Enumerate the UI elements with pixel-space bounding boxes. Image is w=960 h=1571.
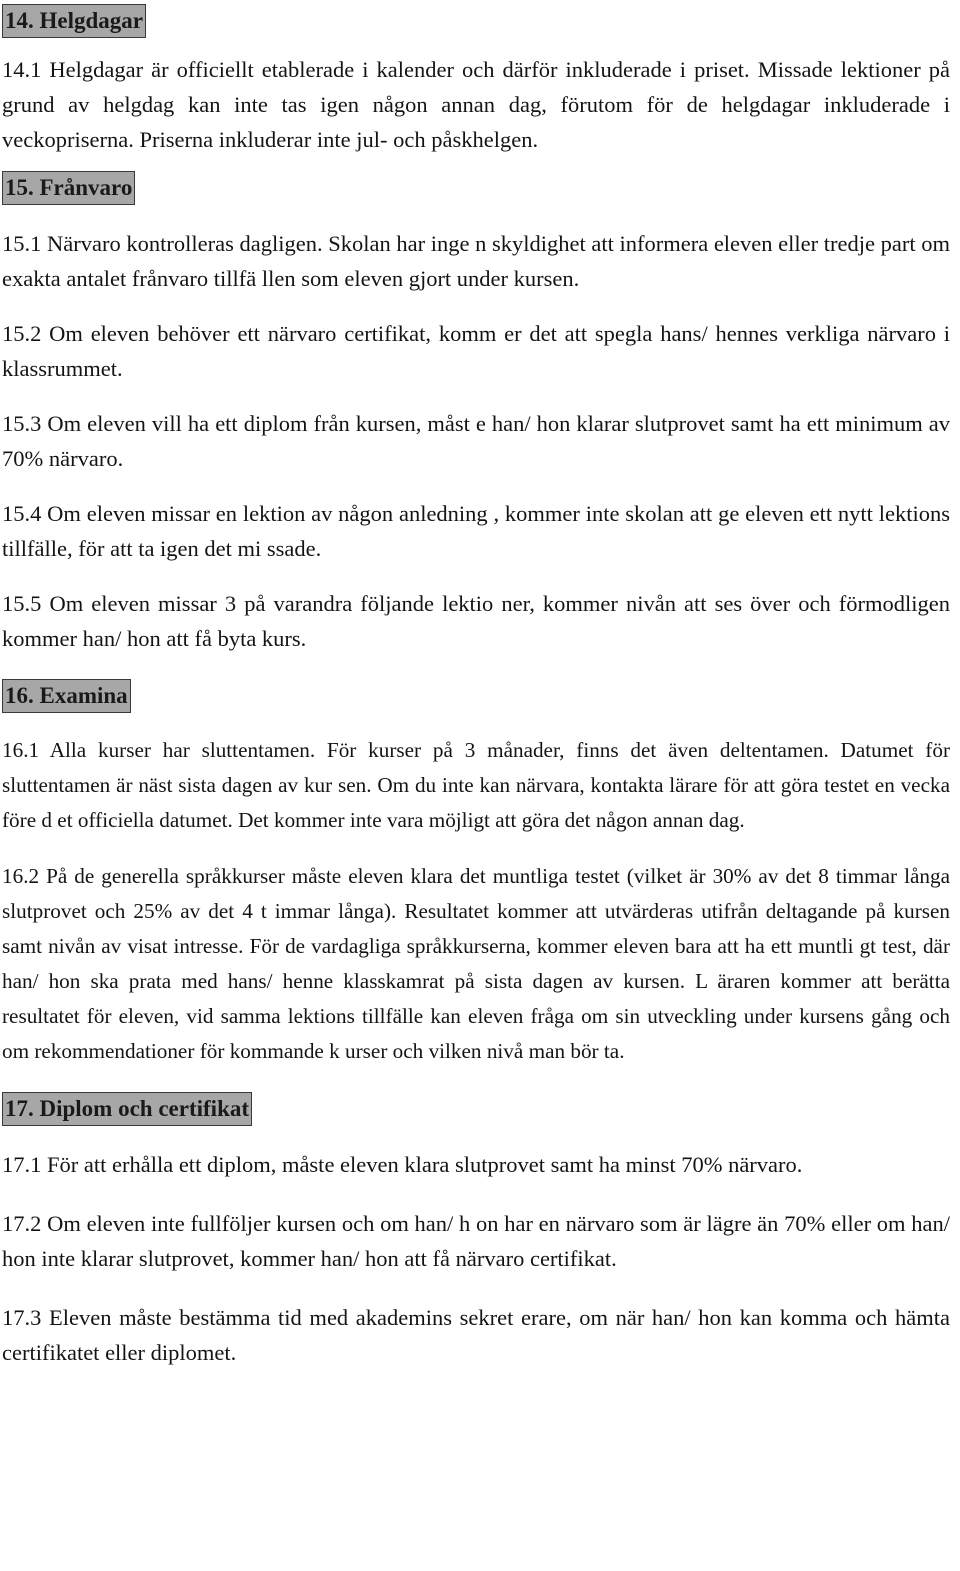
section-heading-14: 14. Helgdagar: [2, 4, 146, 38]
section-14-holidays: [2, 4, 950, 157]
section-16-exams: [2, 679, 950, 1069]
paragraph-16-2: 16.2 På de generella språkkurser måste eleven klara det muntliga testet (vilket är 30% av det 8 timmar långa slutprovet och 25% av det 4 t immar långa). Resultatet kommer att utvärderas utifrån deltagande på kursen samt nivån av visat intresse. För de vardagliga språkkurserna, kommer eleven bara att ha ett muntli gt test, där han/ hon ska prata med hans/ henne klasskamrat på sista dagen av kursen. L äraren kommer att berätta resultatet för eleven, vid samma lektions tillfälle kan eleven fråga om sin utveckling under kursens gång och om rekommendationer för kommande k urser och vilken nivå man bör ta.: [2, 864, 950, 1063]
section-heading-17: 17. Diplom och certifikat: [2, 1092, 252, 1126]
paragraph-15-2: 15.2 Om eleven behöver ett närvaro certifikat, komm er det att spegla hans/ hennes verkliga närvaro i klassrummet.: [2, 321, 950, 381]
paragraph-14-1: 14.1 Helgdagar är officiellt etablerade i kalender och därför inkluderade i priset. Missade lektioner på grund av helgdag kan inte tas igen någon annan dag, förutom för de helgdagar inkluderade i veckopriserna. Priserna inkluderar inte jul- och påskhelgen.: [2, 57, 950, 152]
section-15-absence: [2, 171, 950, 656]
paragraph-15-5: 15.5 Om eleven missar 3 på varandra följande lektio ner, kommer nivån att ses över och förmodligen kommer han/ hon att få byta kurs.: [2, 591, 950, 651]
section-17-diploma: [2, 1092, 950, 1370]
paragraph-17-1: 17.1 För att erhålla ett diplom, måste eleven klara slutprovet samt ha minst 70% närvaro.: [2, 1152, 803, 1177]
paragraph-16-1: 16.1 Alla kurser har sluttentamen. För kurser på 3 månader, finns det även deltentamen. Datumet för sluttentamen är näst sista dagen av kur sen. Om du inte kan närvara, kontakta lärare för att göra testet en vecka före d et officiella datumet. Det kommer inte vara möjligt att göra det någon annan dag.: [2, 738, 950, 832]
paragraph-17-2: 17.2 Om eleven inte fullföljer kursen och om han/ h on har en närvaro som är lägre än 70% eller om han/ hon inte klarar slutprovet, kommer han/ hon att få närvaro certifikat.: [2, 1211, 950, 1271]
section-heading-16: 16. Examina: [2, 679, 131, 713]
section-heading-15: 15. Frånvaro: [2, 171, 135, 205]
paragraph-15-3: 15.3 Om eleven vill ha ett diplom från kursen, måst e han/ hon klarar slutprovet samt ha ett minimum av 70% närvaro.: [2, 411, 950, 471]
paragraph-17-3: 17.3 Eleven måste bestämma tid med akademins sekret erare, om när han/ hon kan komma och hämta certifikatet eller diplomet.: [2, 1305, 950, 1365]
paragraph-15-1: 15.1 Närvaro kontrolleras dagligen. Skolan har inge n skyldighet att informera eleven eller tredje part om exakta antalet frånvaro tillfä llen som eleven gjort under kursen.: [2, 231, 950, 291]
paragraph-15-4: 15.4 Om eleven missar en lektion av någon anledning , kommer inte skolan att ge eleven ett nytt lektions tillfälle, för att ta igen det mi ssade.: [2, 501, 950, 561]
